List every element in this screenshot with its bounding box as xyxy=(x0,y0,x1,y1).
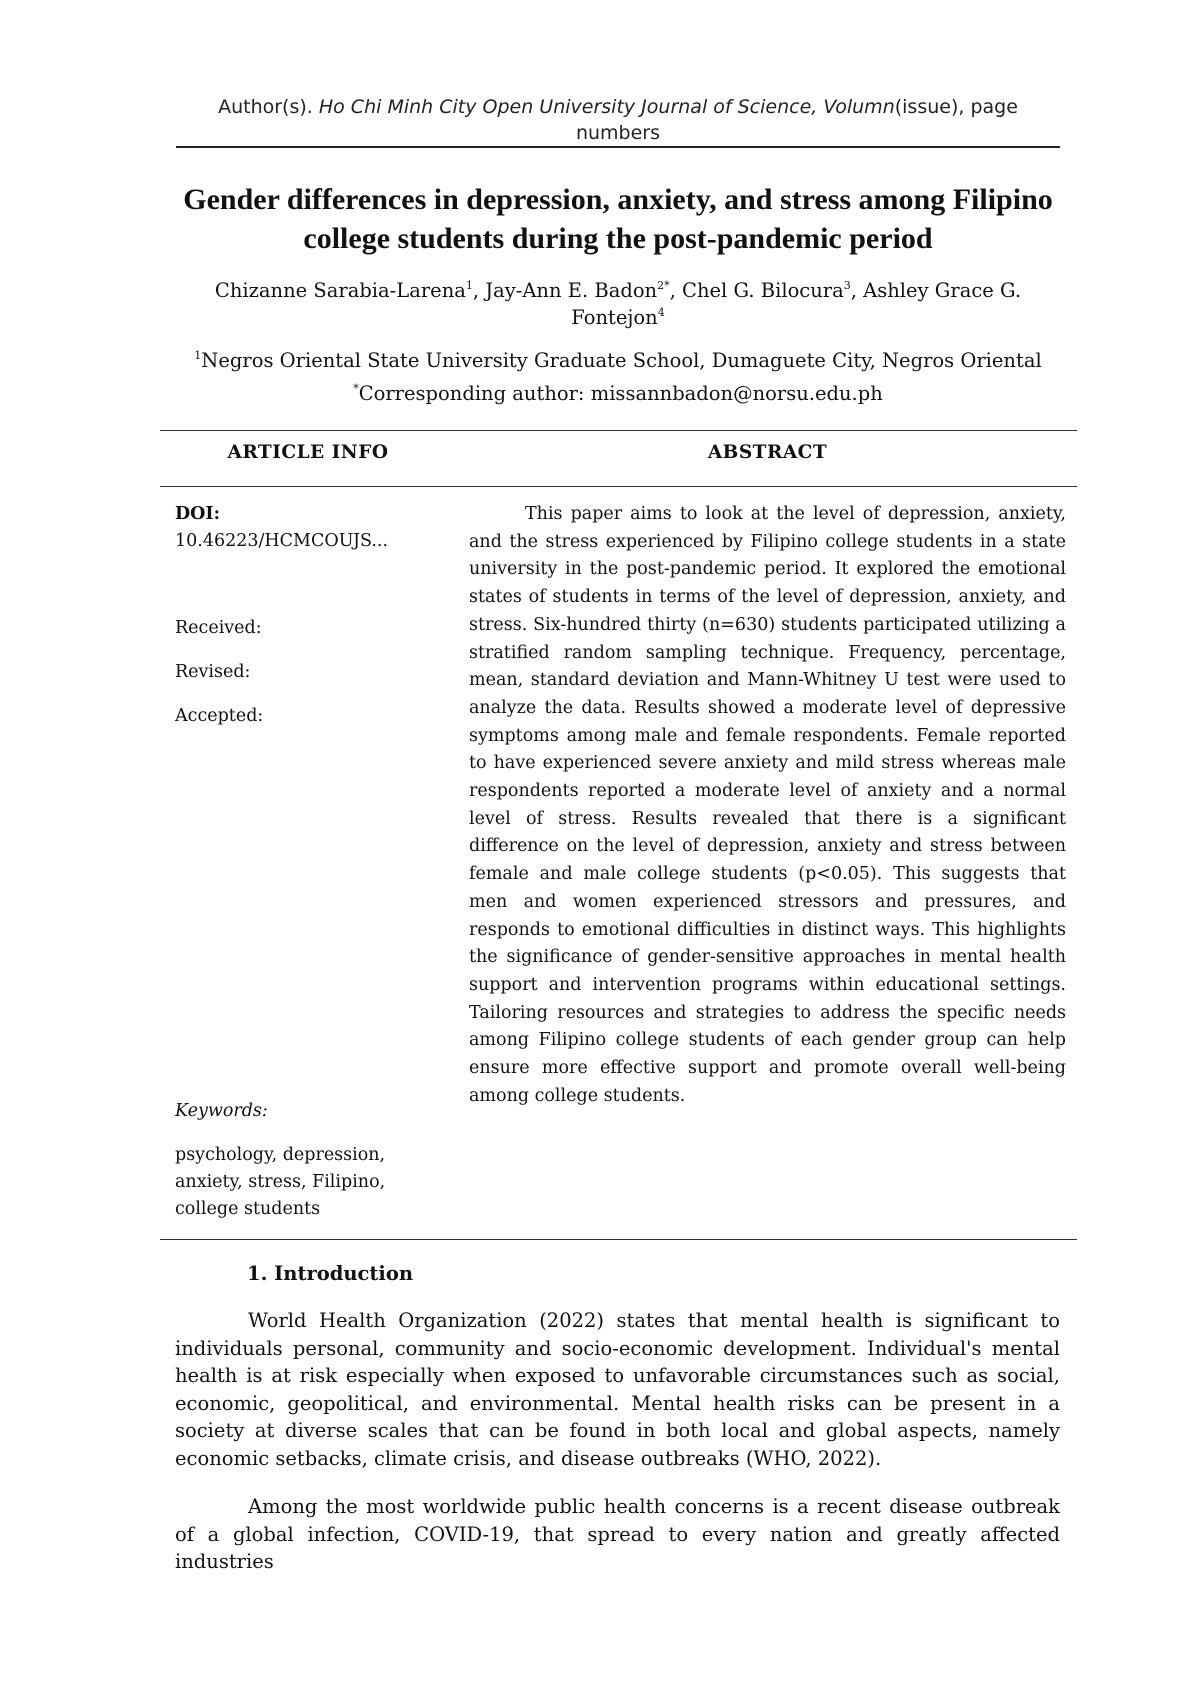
author-name: Chel G. Bilocura xyxy=(682,279,844,302)
received-label: Received: xyxy=(175,618,262,638)
running-header xyxy=(176,94,1060,146)
author-name: Chizanne Sarabia-Larena xyxy=(214,279,466,302)
info-mid-rule xyxy=(160,486,1077,487)
intro-paragraph: Among the most worldwide public health concerns is a recent disease outbreak of a global infection, COVID-19, that spread to every nation and greatly affected industries xyxy=(175,1495,1060,1573)
running-head-authors: Author(s). xyxy=(218,96,313,118)
revised-label: Revised: xyxy=(175,662,251,682)
author-name: Ashley Grace G. Fontejon xyxy=(571,279,1022,329)
abstract-text: This paper aims to look at the level of depression, anxiety, and the stress experienced by Filipino college students in a state university in the post-pandemic period. It explored the emotional states of students in terms of the level of depression, anxiety, and stress. Six-hundred thirty (n=630) students participated utilizing a stratified random sampling technique. Frequency, percentage, mean, standard deviation and Mann-Whitney U test were used to analyze the data. Results showed a moderate level of depressive symptoms among male and female respondents. Female reported to have experienced severe anxiety and mild stress whereas male respondents reported a moderate level of anxiety and a normal level of stress. Results revealed that there is a significant difference on the level of depression, anxiety and stress between female and male college students (p<0.05). This suggests that men and women experienced stressors and pressures, and responds to emotional difficulties in distinct ways. This highlights the significance of gender-sensitive approaches in mental health support and intervention programs within educational settings. Tailoring resources and strategies to address the specific needs among Filipino college students of each gender group can help ensure more effective support and promote overall well-being among college students. xyxy=(469,504,1066,1106)
paper-title: Gender differences in depression, anxiety, and stress among Filipino college students during the post-pandemic period xyxy=(183,183,1053,255)
corresponding-author-line xyxy=(176,377,1060,410)
corresponding-mark: * xyxy=(353,382,359,395)
affiliation-text: Negros Oriental State University Graduate School, Dumaguete City, Negros Oriental xyxy=(201,349,1042,372)
keywords-label: Keywords: xyxy=(175,1101,268,1121)
info-top-rule xyxy=(160,430,1077,431)
author-mark: 2* xyxy=(657,279,670,292)
running-head-journal: Ho Chi Minh City Open University Journal of Science, Volumn xyxy=(318,96,895,118)
abstract-heading: ABSTRACT xyxy=(707,442,828,463)
doi-value[interactable]: 10.46223/HCMCOUJS... xyxy=(175,531,389,551)
article-info-column xyxy=(175,501,430,1219)
author-name: Jay-Ann E. Badon xyxy=(485,279,658,302)
affiliation-mark: 1 xyxy=(194,349,202,362)
author-mark: 1 xyxy=(465,279,473,292)
doi-label: DOI: xyxy=(175,504,221,524)
article-info-heading: ARTICLE INFO xyxy=(227,442,389,463)
corresponding-author-text: Corresponding author: missannbadon@norsu.edu.ph xyxy=(358,382,883,405)
info-bottom-rule xyxy=(160,1239,1077,1240)
affiliation-line xyxy=(176,344,1060,377)
header-rule xyxy=(176,146,1060,148)
author-list: Chizanne Sarabia-Larena$^1$, Jay-Ann E. Badon$^{2*}$, Chel G. Bilocura$^3$, Ashley Grace G. Fontejon$^4$ xyxy=(214,279,1022,329)
introduction-heading: 1. Introduction xyxy=(247,1262,414,1285)
keywords-list: psychology, depression, anxiety, stress, Filipino, college students xyxy=(175,1145,386,1219)
author-mark: 3 xyxy=(843,279,851,292)
author-mark: 4 xyxy=(657,306,665,319)
affiliations xyxy=(176,344,1060,410)
accepted-label: Accepted: xyxy=(175,706,264,726)
intro-paragraph: World Health Organization (2022) states that mental health is significant to individuals personal, community and socio-economic development. Individual's mental health is at risk especially when exposed to unfavorable circumstances such as social, economic, geopolitical, and environmental. Mental health risks can be present in a society at diverse scales that can be found in both local and global aspects, namely economic setbacks, climate crisis, and disease outbreaks (WHO, 2022). xyxy=(175,1309,1060,1470)
running-head-issue: (issue), page numbers xyxy=(575,96,1018,144)
